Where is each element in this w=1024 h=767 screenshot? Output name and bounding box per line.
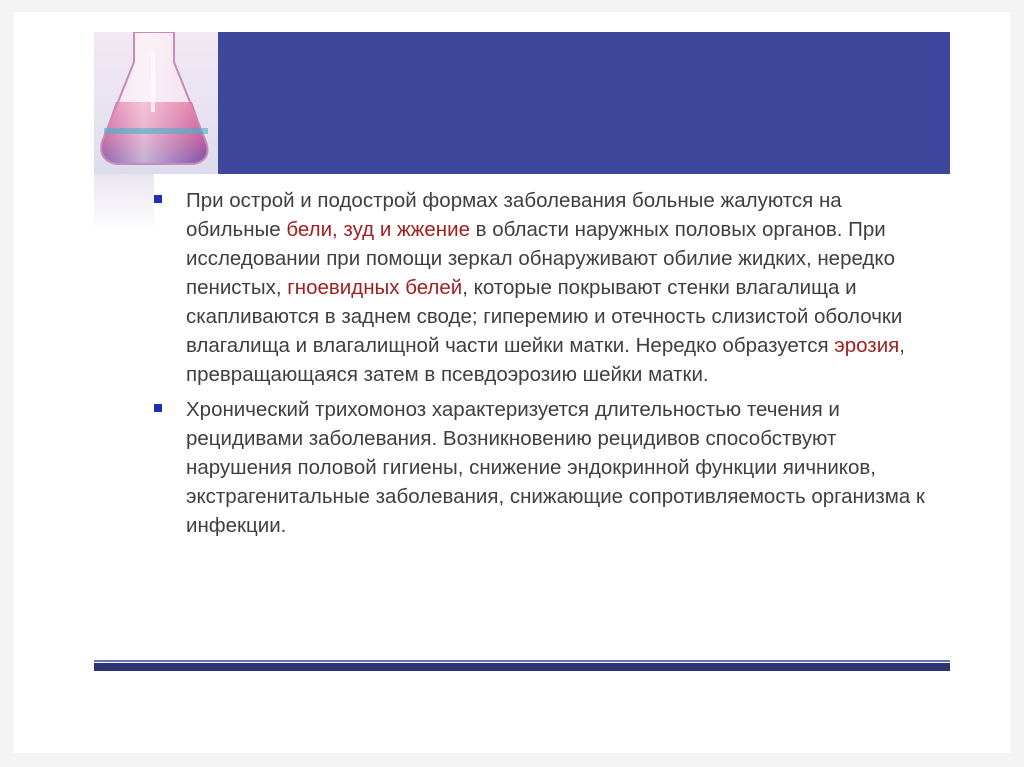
highlight-discharge-itch: бели, зуд и жжение	[286, 218, 470, 241]
bullet-chronic-form	[150, 395, 930, 540]
footer-bar	[94, 663, 950, 671]
bullet-text: Хронический трихомоноз характеризуется длительностью течения и рецидивами заболевания. Возникновению рецидивов способствуют нарушения половой гигиены, снижение эндокринной функции яичников, экстрагенитальные заболевания, снижающие сопротивляемость организма к инфекции.	[186, 398, 925, 537]
lab-flask-icon	[94, 32, 218, 174]
highlight-erosion: эрозия	[834, 334, 900, 357]
bullet-text-part: , превращающаяся затем в псевдоэрозию шейки матки.	[186, 334, 905, 386]
bullet-text-part: При острой и подострой формах заболевания больные жалуются на обильные	[186, 189, 842, 241]
lab-flask-image	[94, 32, 218, 174]
highlight-purulent-discharge: гноевидных белей	[287, 276, 463, 299]
footer-line	[94, 660, 950, 662]
decor-strip	[94, 174, 154, 234]
bullet-acute-forms	[150, 186, 930, 389]
bullet-text-part: , которые покрывают стенки влагалища и скапливаются в заднем своде; гиперемию и отечность слизистой оболочки влагалища и влагалищной части шейки матки. Нередко образуется	[186, 276, 903, 357]
bullet-square-icon	[154, 404, 162, 412]
bullet-text-part: в области наружных половых органов. При исследовании при помощи зеркал обнаруживают обилие жидких, нередко пенистых,	[186, 218, 895, 299]
bullet-square-icon	[154, 195, 162, 203]
header-band	[218, 32, 950, 174]
slide-content	[150, 186, 930, 546]
